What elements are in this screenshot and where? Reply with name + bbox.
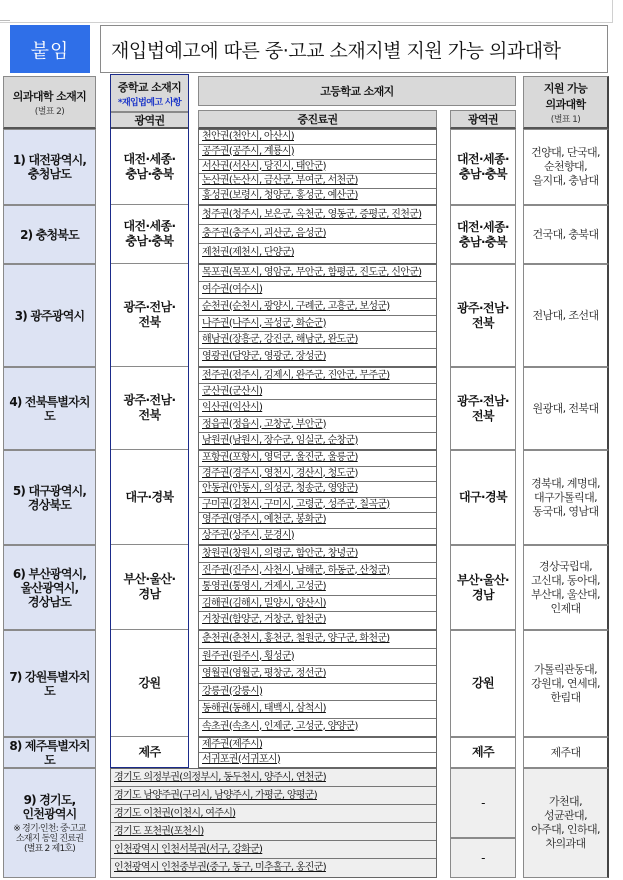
- wide-area-cell: [450, 737, 516, 768]
- wide-area-line: 대구·경북: [459, 490, 507, 504]
- district-item: 거창권(함양군, 거창군, 합천군): [202, 614, 326, 626]
- page-corner-mark: [0, 20, 10, 21]
- university-line: 부산대, 울산대,: [531, 587, 600, 601]
- district-item: 안동권(안동시, 의성군, 청송군, 영양군): [199, 482, 436, 498]
- universities-cell: [523, 768, 609, 878]
- region-line: 충청남도: [27, 167, 72, 181]
- page-top-border: [0, 0, 613, 23]
- middle-school-line: 광주·전남·: [123, 300, 176, 314]
- district-item: 원주권(원주시, 횡성군): [199, 649, 436, 667]
- middle-school-cell: [110, 129, 189, 205]
- district-item: 홍성권(보령시, 청양군, 홍성군, 예산군): [202, 190, 358, 202]
- region-line: 3) 광주광역시: [14, 308, 85, 323]
- university-line: 한림대: [550, 690, 581, 704]
- wide-area-cell: [450, 367, 516, 450]
- district-list: [198, 545, 437, 630]
- region-line: 5) 대구광역시,: [12, 483, 87, 498]
- header-high-sub-wide: [450, 110, 516, 129]
- wide-area-cell-gyeonggi: -: [450, 768, 516, 838]
- universities-cell: [523, 450, 609, 545]
- region-note-line: (별표 2 제1호): [24, 843, 75, 854]
- district-list: [198, 450, 437, 545]
- region-note-line: ※ 경기·인천: 중·고교: [13, 823, 86, 834]
- district-item: 인천광역시 인천서북권(서구, 강화군): [111, 841, 436, 859]
- region-name: [4, 739, 95, 767]
- university-line: 가천대,: [549, 795, 582, 808]
- wide-area-cell: [450, 630, 516, 737]
- university-line: 인제대: [550, 601, 581, 615]
- wide-area-cell: [450, 264, 516, 367]
- middle-school-cell: [110, 450, 189, 545]
- header-univ-sub: (별표 1): [550, 114, 581, 125]
- wide-area-cell: [450, 450, 516, 545]
- university-line: 건양대, 단국대,: [531, 146, 600, 159]
- university-line: 경북대, 계명대,: [531, 476, 600, 490]
- region-name: [13, 484, 86, 512]
- universities-cell: [523, 545, 609, 630]
- district-item: 영월권(영월군, 평창군, 정선군): [199, 666, 436, 684]
- district-item: 천안권(천안시, 아산시): [199, 130, 436, 145]
- middle-school-line: 전북: [138, 408, 161, 422]
- universities-cell: [523, 630, 609, 737]
- district-item: 군산권(군산시): [199, 384, 436, 400]
- middle-school-line: 부산·울산·: [123, 572, 176, 586]
- district-item: 경주권(경주시, 영천시, 경산시, 청도군): [199, 467, 436, 483]
- region-line: 4) 전북특별자치도: [9, 394, 90, 423]
- region-name: [13, 567, 86, 609]
- district-list: [198, 264, 437, 367]
- header-region: [3, 76, 96, 129]
- region-cell: [3, 630, 96, 737]
- header-high-sub-district: [198, 110, 437, 129]
- wide-area-cell: [450, 545, 516, 630]
- wide-area-line: 부산·울산·: [457, 572, 509, 587]
- region-cell: [3, 768, 96, 878]
- middle-school-cell: [110, 367, 189, 450]
- header-middle-label: 중학교 소재지: [117, 80, 182, 94]
- district-item: 논산권(논산시, 금산군, 부여군, 서천군): [199, 174, 436, 189]
- wide-area-line: 광주·전남·: [457, 300, 509, 315]
- wide-area-line: 경남: [472, 587, 494, 602]
- district-item: 청주권(청주시, 보은군, 옥천군, 영동군, 증평군, 진천군): [199, 206, 436, 225]
- wide-area-line: 제주: [472, 745, 494, 759]
- middle-school-line: 광주·전남·: [123, 393, 176, 407]
- university-line: 차의과대: [545, 837, 586, 850]
- region-line: 8) 제주특별자치도: [9, 738, 90, 767]
- universities-cell: [523, 737, 609, 768]
- district-item: 여수권(여수시): [199, 282, 436, 299]
- university-line: 건국대, 충북대: [532, 227, 599, 241]
- district-item: 나주권(나주시, 곡성군, 화순군): [199, 316, 436, 333]
- header-region-label: 의과대학 소재지: [12, 89, 87, 103]
- university-line: 강원대, 연세대,: [531, 676, 600, 690]
- university-line: 고신대, 동아대,: [531, 573, 600, 587]
- district-item: 순천권(순천시, 광양시, 구례군, 고흥군, 보성군): [199, 299, 436, 316]
- region-line: 울산광역시,: [20, 580, 79, 595]
- district-item: 김해권(김해시, 밀양시, 양산시): [199, 596, 436, 613]
- middle-school-line: 대전·세종·: [123, 219, 176, 233]
- middle-school-cell: [110, 737, 189, 768]
- district-item: 익산권(익산시): [199, 400, 436, 416]
- region-note: [13, 824, 85, 854]
- district-item: 인천광역시 인천중부권(중구, 동구, 미추홀구, 옹진군): [114, 862, 326, 873]
- region-name: [15, 309, 85, 323]
- district-item: 속초권(속초시, 인제군, 고성군, 양양군): [202, 720, 358, 732]
- wide-area-cell: [450, 205, 516, 264]
- middle-school-line: 경남: [138, 587, 161, 601]
- middle-school-line: 대구·경북: [125, 489, 174, 504]
- wide-area-cell: [450, 129, 516, 205]
- district-item: 경기도 남양주권(구리시, 남양주시, 가평군, 양평군): [111, 787, 436, 805]
- district-list: [198, 129, 437, 205]
- district-item: 전주권(전주시, 김제시, 완주군, 진안군, 무주군): [199, 368, 436, 384]
- region-name: [13, 153, 86, 181]
- district-item: 제주권(제주시): [199, 738, 436, 753]
- wide-area-line: 광주·전남·: [457, 393, 509, 408]
- district-item: 구미권(김천시, 구미시, 고령군, 성주군, 칠곡군): [199, 498, 436, 514]
- university-line: 성균관대,: [543, 809, 587, 822]
- header-high-label: 고등학교 소재지: [320, 85, 394, 98]
- region-line: 경상북도: [27, 497, 72, 512]
- universities-cell: [523, 205, 609, 264]
- middle-school-cell: [110, 630, 189, 737]
- university-line: 경상국립대,: [538, 559, 593, 573]
- region-cell: [3, 264, 96, 367]
- wide-area-line: 충남·충북: [459, 167, 507, 181]
- region-note-line: 소재지 동일 진료권: [15, 833, 84, 844]
- district-item: 동해권(동해시, 태백시, 삼척시): [199, 701, 436, 719]
- region-cell: [3, 129, 96, 205]
- wide-area-line: 대전·세종·: [457, 219, 509, 234]
- district-list: [198, 737, 437, 768]
- region-line: 1) 대전광역시,: [12, 153, 87, 167]
- district-item: 포항권(포항시, 영덕군, 울진군, 울릉군): [199, 451, 436, 467]
- district-item: 해남권(장흥군, 강진군, 해남군, 완도군): [199, 332, 436, 349]
- universities-cell: [523, 264, 609, 367]
- region-cell: [3, 450, 96, 545]
- region-name: [4, 670, 95, 698]
- region-name: [4, 395, 95, 423]
- header-region-sub: (별표 2): [34, 106, 65, 117]
- middle-school-line: 강원: [138, 675, 161, 690]
- region-cell: [3, 367, 96, 450]
- wide-area-line: 전북: [472, 315, 494, 330]
- universities-cell: [523, 367, 609, 450]
- header-univ-label2: 의과대학: [545, 97, 586, 111]
- middle-school-cell: [110, 545, 189, 630]
- wide-area-line: 충남·충북: [459, 234, 507, 249]
- header-district-label: 중진료권: [297, 113, 338, 126]
- header-middle-note: *재입법예고 사항: [117, 97, 182, 108]
- district-item: 남원권(남원시, 장수군, 임실군, 순창군): [202, 434, 358, 446]
- region-line: 2) 충청북도: [20, 227, 79, 242]
- region-name: [20, 228, 79, 242]
- university-line: 가톨릭관동대,: [533, 662, 598, 676]
- district-item: 경기도 의정부권(의정부시, 동두천시, 양주시, 연천군): [111, 769, 436, 787]
- university-line: 제주대: [550, 745, 581, 759]
- university-line: 대구가톨릭대,: [533, 490, 598, 504]
- middle-school-cell: [110, 205, 189, 264]
- district-item: 정읍권(정읍시, 고창군, 부안군): [199, 417, 436, 433]
- district-item: 상주권(상주시, 문경시): [202, 529, 295, 541]
- university-line: 원광대, 전북대: [532, 401, 599, 415]
- university-line: 전남대, 조선대: [532, 308, 599, 322]
- district-item: 서귀포권(서귀포시): [202, 753, 281, 765]
- university-line: 아주대, 인하대,: [531, 823, 600, 836]
- district-item: 창원권(창원시, 의령군, 함안군, 창녕군): [199, 546, 436, 563]
- university-line: 을지대, 충남대: [532, 174, 599, 187]
- attachment-badge: 붙임: [10, 25, 90, 73]
- middle-school-line: 제주: [138, 744, 161, 759]
- wide-area-line: 전북: [472, 408, 494, 423]
- district-item: 목포권(목포시, 영암군, 무안군, 함평군, 진도군, 신안군): [199, 265, 436, 282]
- district-list: [198, 630, 437, 737]
- header-universities: [523, 76, 609, 129]
- document-title: 재입법예고에 따른 중·고교 소재지별 지원 가능 의과대학: [100, 25, 608, 73]
- district-list: [198, 367, 437, 450]
- district-item: 충주권(충주시, 괴산군, 음성군): [199, 225, 436, 244]
- region-line: 6) 부산광역시,: [12, 566, 87, 581]
- district-item: 통영권(통영시, 거제시, 고성군): [199, 579, 436, 596]
- wide-area-line: 대전·세종·: [457, 152, 509, 166]
- wide-area-line: 강원: [472, 676, 494, 690]
- district-list: [198, 205, 437, 264]
- district-item: 진주권(진주시, 사천시, 남해군, 하동군, 산청군): [199, 563, 436, 580]
- header-middle-sub: [110, 112, 189, 129]
- district-item: 강릉권(강릉시): [199, 684, 436, 702]
- district-item: 공주권(공주시, 계룡시): [199, 145, 436, 160]
- district-item: 춘천권(춘천시, 홍천군, 철원군, 양구군, 화천군): [199, 631, 436, 649]
- region-line: 9) 경기도,: [23, 792, 76, 807]
- district-item: 제천권(제천시, 단양군): [202, 247, 295, 259]
- wide-area-cell-incheon: -: [450, 838, 516, 878]
- region-cell: [3, 545, 96, 630]
- region-line: 경상남도: [27, 594, 72, 609]
- middle-school-cell: [110, 264, 189, 367]
- universities-cell: [523, 129, 609, 205]
- region-line: 7) 강원특별자치도: [9, 669, 90, 698]
- middle-school-line: 대전·세종·: [123, 151, 176, 166]
- district-item: 영주권(영주시, 예천군, 봉화군): [199, 513, 436, 529]
- middle-school-line: 전북: [138, 315, 161, 329]
- district-item: 서산권(서산시, 당진시, 태안군): [199, 160, 436, 175]
- middle-school-line: 충남·충북: [125, 166, 174, 181]
- district-item: 영광권(담양군, 영광군, 장성군): [202, 351, 326, 363]
- header-middle-sub-label: 광역권: [134, 114, 165, 127]
- region-cell: [3, 205, 96, 264]
- header-high-school: [198, 76, 516, 106]
- header-wide-label: 광역권: [467, 113, 499, 126]
- district-item: 경기도 이천권(이천시, 여주시): [111, 805, 436, 823]
- district-list: [110, 768, 437, 878]
- university-line: 동국대, 영남대: [532, 504, 599, 518]
- middle-school-line: 충남·충북: [125, 234, 174, 248]
- region-name: [23, 793, 77, 821]
- region-line: 인천광역시: [22, 806, 77, 821]
- region-cell: [3, 737, 96, 768]
- header-middle-school: [110, 74, 189, 112]
- header-univ-label1: 지원 가능: [543, 81, 588, 95]
- district-item: 경기도 포천권(포천시): [111, 823, 436, 841]
- university-line: 순천향대,: [543, 160, 587, 173]
